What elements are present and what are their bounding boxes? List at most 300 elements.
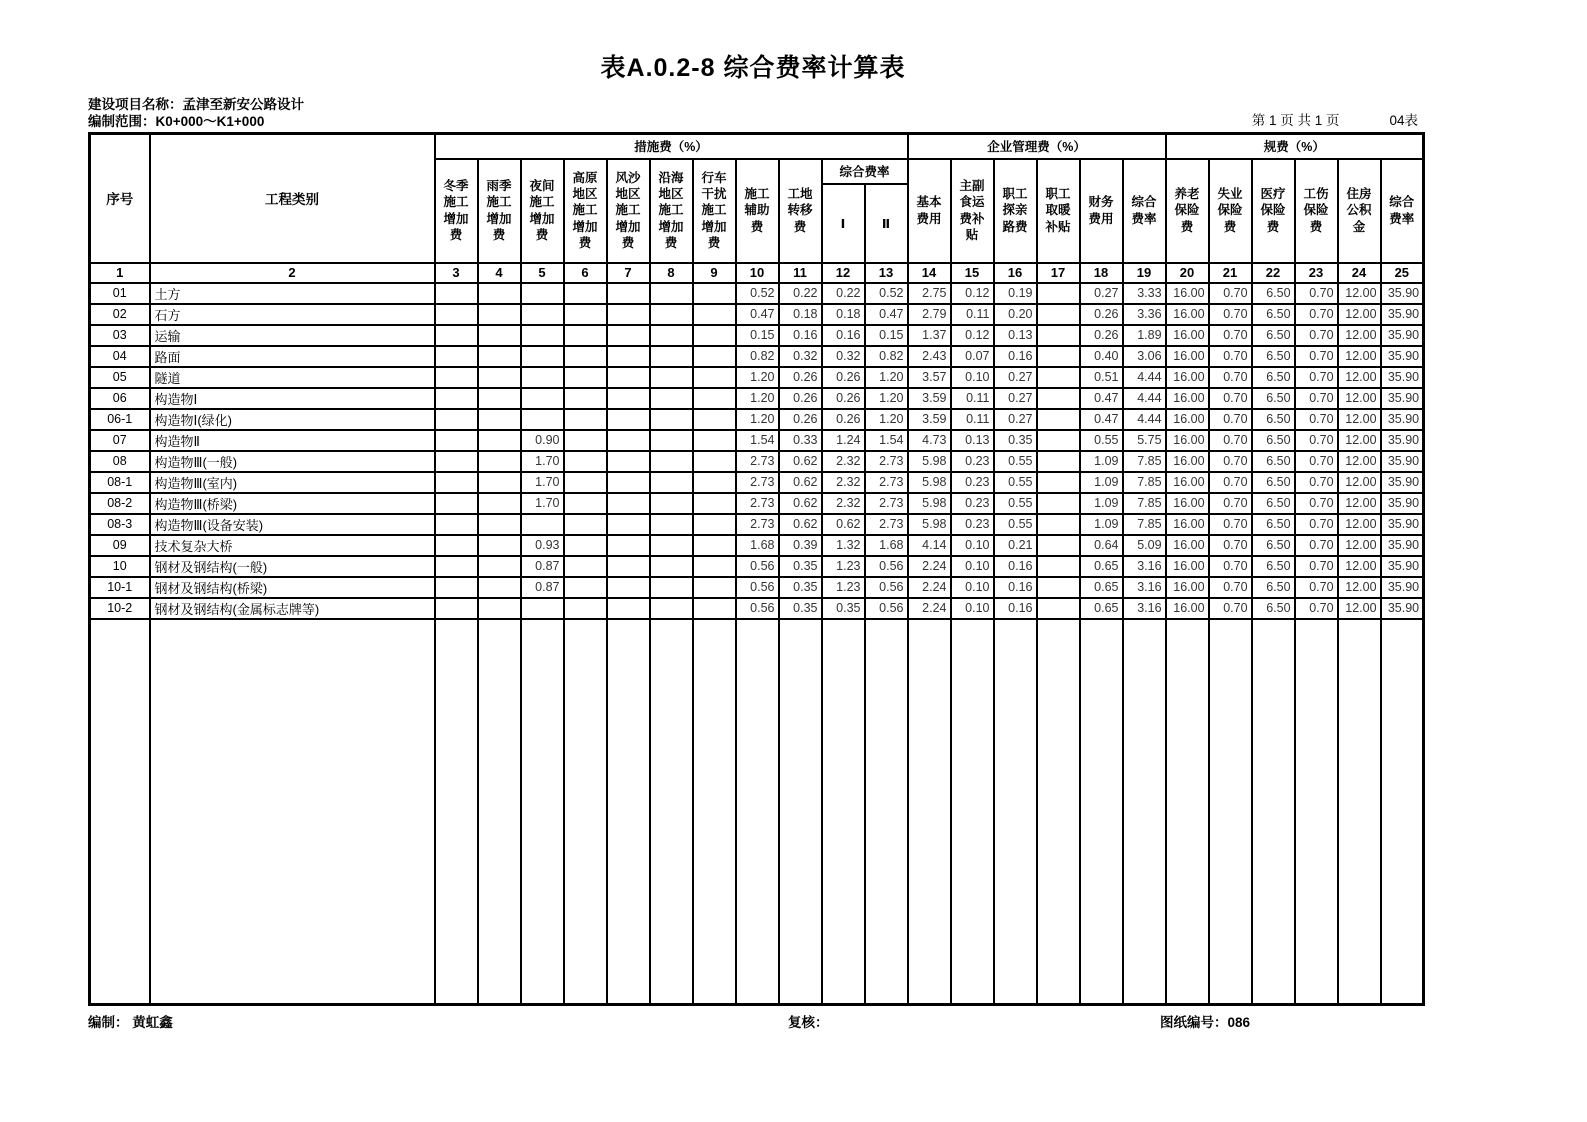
value-cell: 1.20 [736, 367, 779, 388]
value-cell: 0.52 [865, 283, 908, 304]
row-number-cell: 08-2 [90, 493, 150, 514]
table-row [90, 304, 1424, 325]
column-number-cell: 20 [1166, 263, 1209, 283]
value-cell [435, 472, 478, 493]
header-finance-cost: 财务费用 [1080, 159, 1123, 263]
row-number-cell: 05 [90, 367, 150, 388]
value-cell: 0.87 [521, 556, 564, 577]
value-cell [607, 325, 650, 346]
value-cell: 0.70 [1295, 514, 1338, 535]
value-cell: 0.18 [822, 304, 865, 325]
value-cell: 2.75 [908, 283, 951, 304]
group-header-row [90, 134, 1424, 159]
value-cell [478, 535, 521, 556]
value-cell: 1.20 [865, 388, 908, 409]
value-cell: 0.56 [865, 556, 908, 577]
work-category-cell: 构造物Ⅱ [150, 430, 435, 451]
value-cell: 2.73 [865, 514, 908, 535]
value-cell: 5.98 [908, 472, 951, 493]
column-number-cell: 23 [1295, 263, 1338, 283]
value-cell [1037, 451, 1080, 472]
value-cell [521, 304, 564, 325]
value-cell [693, 472, 736, 493]
column-number-cell: 6 [564, 263, 607, 283]
value-cell: 16.00 [1166, 514, 1209, 535]
table-row [90, 388, 1424, 409]
value-cell [521, 388, 564, 409]
header-windsand-surcharge: 风沙地区施工增加费 [607, 159, 650, 263]
value-cell [693, 514, 736, 535]
value-cell: 0.27 [994, 409, 1037, 430]
value-cell [478, 556, 521, 577]
col-header-category: 工程类别 [150, 134, 435, 263]
value-cell: 1.20 [736, 409, 779, 430]
empty-cell [736, 619, 779, 1005]
value-cell [650, 346, 693, 367]
value-cell: 0.64 [1080, 535, 1123, 556]
value-cell [478, 514, 521, 535]
value-cell: 7.85 [1123, 451, 1166, 472]
value-cell: 6.50 [1252, 577, 1295, 598]
value-cell: 0.56 [865, 598, 908, 619]
column-number-cell: 13 [865, 263, 908, 283]
value-cell: 5.09 [1123, 535, 1166, 556]
header-winter-surcharge: 冬季施工增加费 [435, 159, 478, 263]
work-category-cell: 构造物Ⅲ(桥梁) [150, 493, 435, 514]
value-cell [607, 577, 650, 598]
value-cell: 0.35 [994, 430, 1037, 451]
value-cell: 0.23 [951, 514, 994, 535]
value-cell [607, 556, 650, 577]
value-cell [693, 409, 736, 430]
value-cell [521, 598, 564, 619]
meta-left [88, 96, 1418, 130]
value-cell: 0.47 [736, 304, 779, 325]
table-row [90, 409, 1424, 430]
value-cell [650, 409, 693, 430]
value-cell: 0.62 [822, 514, 865, 535]
value-cell: 0.26 [1080, 325, 1123, 346]
value-cell [693, 451, 736, 472]
value-cell [478, 472, 521, 493]
row-number-cell: 10 [90, 556, 150, 577]
value-cell [1037, 430, 1080, 451]
value-cell: 0.11 [951, 409, 994, 430]
value-cell: 0.70 [1295, 577, 1338, 598]
header-coastal-surcharge: 沿海地区施工增加费 [650, 159, 693, 263]
value-cell: 35.90 [1381, 535, 1424, 556]
value-cell [650, 283, 693, 304]
value-cell [478, 430, 521, 451]
column-number-cell: 16 [994, 263, 1037, 283]
value-cell: 0.32 [779, 346, 822, 367]
value-cell: 1.24 [822, 430, 865, 451]
value-cell [435, 556, 478, 577]
value-cell: 0.35 [779, 556, 822, 577]
header-pension-insurance: 养老保险费 [1166, 159, 1209, 263]
value-cell: 0.27 [1080, 283, 1123, 304]
column-number-cell: 21 [1209, 263, 1252, 283]
work-category-cell: 隧道 [150, 367, 435, 388]
value-cell: 12.00 [1338, 304, 1381, 325]
value-cell [478, 493, 521, 514]
value-cell [607, 514, 650, 535]
value-cell [607, 409, 650, 430]
empty-cell [693, 619, 736, 1005]
value-cell: 0.35 [779, 598, 822, 619]
value-cell: 0.70 [1209, 430, 1252, 451]
value-cell: 0.16 [779, 325, 822, 346]
row-number-cell: 03 [90, 325, 150, 346]
row-number-cell: 08-1 [90, 472, 150, 493]
value-cell: 2.24 [908, 577, 951, 598]
value-cell: 4.44 [1123, 388, 1166, 409]
value-cell [693, 556, 736, 577]
value-cell [564, 409, 607, 430]
col-header-seq: 序号 [90, 134, 150, 263]
value-cell: 0.55 [994, 472, 1037, 493]
value-cell: 12.00 [1338, 430, 1381, 451]
empty-cell [908, 619, 951, 1005]
value-cell: 6.50 [1252, 346, 1295, 367]
value-cell [435, 304, 478, 325]
value-cell: 0.82 [865, 346, 908, 367]
value-cell [693, 598, 736, 619]
page-indicator: 第 1 页 共 1 页 [1251, 113, 1340, 128]
row-number-cell: 06-1 [90, 409, 150, 430]
column-number-cell: 2 [150, 263, 435, 283]
value-cell [1037, 493, 1080, 514]
value-cell [607, 304, 650, 325]
column-number-cell: 8 [650, 263, 693, 283]
value-cell: 2.79 [908, 304, 951, 325]
value-cell: 16.00 [1166, 577, 1209, 598]
value-cell: 2.32 [822, 493, 865, 514]
value-cell: 2.32 [822, 451, 865, 472]
value-cell: 35.90 [1381, 493, 1424, 514]
empty-cell [951, 619, 994, 1005]
value-cell [1037, 304, 1080, 325]
page-title: 表A.0.2-8 综合费率计算表 [600, 54, 906, 82]
value-cell: 4.44 [1123, 367, 1166, 388]
value-cell: 16.00 [1166, 346, 1209, 367]
header-medical-insurance: 医疗保险费 [1252, 159, 1295, 263]
value-cell: 35.90 [1381, 451, 1424, 472]
value-cell [650, 367, 693, 388]
value-cell: 0.33 [779, 430, 822, 451]
value-cell [478, 577, 521, 598]
value-cell: 3.06 [1123, 346, 1166, 367]
header-construction-auxiliary: 施工辅助费 [736, 159, 779, 263]
value-cell: 0.27 [994, 367, 1037, 388]
value-cell [521, 346, 564, 367]
value-cell: 6.50 [1252, 304, 1295, 325]
value-cell: 0.70 [1209, 367, 1252, 388]
value-cell: 0.56 [736, 598, 779, 619]
row-number-cell: 02 [90, 304, 150, 325]
header-composite-rate-group: 综合费率 [822, 159, 908, 184]
column-number-cell: 22 [1252, 263, 1295, 283]
value-cell: 0.16 [994, 556, 1037, 577]
column-number-cell: 19 [1123, 263, 1166, 283]
table-row [90, 346, 1424, 367]
header-heating-subsidy: 职工取暖补贴 [1037, 159, 1080, 263]
value-cell [650, 598, 693, 619]
row-number-cell: 06 [90, 388, 150, 409]
value-cell: 0.70 [1295, 493, 1338, 514]
value-cell [650, 451, 693, 472]
value-cell: 0.19 [994, 283, 1037, 304]
empty-cell [1123, 619, 1166, 1005]
value-cell [693, 577, 736, 598]
value-cell: 0.26 [779, 388, 822, 409]
value-cell: 2.73 [736, 451, 779, 472]
value-cell: 1.20 [736, 388, 779, 409]
value-cell [521, 367, 564, 388]
column-number-cell: 24 [1338, 263, 1381, 283]
value-cell: 0.26 [822, 409, 865, 430]
value-cell: 0.11 [951, 388, 994, 409]
column-number-cell: 25 [1381, 263, 1424, 283]
value-cell [1037, 409, 1080, 430]
work-category-cell: 石方 [150, 304, 435, 325]
value-cell [650, 430, 693, 451]
empty-cell [1252, 619, 1295, 1005]
value-cell: 0.21 [994, 535, 1037, 556]
comprehensive-rate-table [88, 132, 1425, 1006]
document-page [88, 48, 1418, 1033]
work-category-cell: 构造物Ⅲ(室内) [150, 472, 435, 493]
value-cell: 0.32 [822, 346, 865, 367]
group-enterprise-management-fee: 企业管理费（%） [908, 134, 1166, 159]
value-cell: 35.90 [1381, 514, 1424, 535]
value-cell: 35.90 [1381, 472, 1424, 493]
row-number-cell: 08 [90, 451, 150, 472]
value-cell: 12.00 [1338, 598, 1381, 619]
value-cell [607, 493, 650, 514]
value-cell [435, 283, 478, 304]
value-cell: 12.00 [1338, 388, 1381, 409]
value-cell: 0.70 [1209, 304, 1252, 325]
group-measures-fee: 措施费（%） [435, 134, 908, 159]
value-cell: 16.00 [1166, 598, 1209, 619]
value-cell: 0.22 [822, 283, 865, 304]
value-cell [521, 514, 564, 535]
value-cell: 16.00 [1166, 451, 1209, 472]
value-cell: 0.35 [779, 577, 822, 598]
value-cell [693, 493, 736, 514]
empty-cell [150, 619, 435, 1005]
column-number-cell: 3 [435, 263, 478, 283]
table-row [90, 472, 1424, 493]
table-row [90, 535, 1424, 556]
value-cell [478, 325, 521, 346]
value-cell: 0.70 [1209, 388, 1252, 409]
value-cell [1037, 556, 1080, 577]
value-cell: 0.70 [1295, 409, 1338, 430]
value-cell: 3.16 [1123, 577, 1166, 598]
value-cell [650, 577, 693, 598]
value-cell [564, 556, 607, 577]
row-number-cell: 04 [90, 346, 150, 367]
value-cell: 0.93 [521, 535, 564, 556]
compiler-label: 编制： 黄虹鑫 [88, 1015, 173, 1030]
value-cell: 0.07 [951, 346, 994, 367]
table-row [90, 325, 1424, 346]
column-number-cell: 11 [779, 263, 822, 283]
value-cell: 0.70 [1295, 283, 1338, 304]
column-number-cell: 10 [736, 263, 779, 283]
empty-cell [994, 619, 1037, 1005]
work-category-cell: 运输 [150, 325, 435, 346]
value-cell: 12.00 [1338, 451, 1381, 472]
value-cell: 0.62 [779, 514, 822, 535]
empty-cell [822, 619, 865, 1005]
value-cell [1037, 388, 1080, 409]
header-housing-fund: 住房公积金 [1338, 159, 1381, 263]
value-cell [607, 598, 650, 619]
value-cell: 1.70 [521, 493, 564, 514]
value-cell: 0.16 [994, 346, 1037, 367]
header-injury-insurance: 工伤保险费 [1295, 159, 1338, 263]
value-cell: 0.70 [1295, 598, 1338, 619]
value-cell: 1.70 [521, 472, 564, 493]
work-category-cell: 构造物Ⅲ(一般) [150, 451, 435, 472]
value-cell: 0.23 [951, 472, 994, 493]
value-cell [564, 304, 607, 325]
value-cell [693, 283, 736, 304]
header-traffic-interference-surcharge: 行车干扰施工增加费 [693, 159, 736, 263]
work-category-cell: 路面 [150, 346, 435, 367]
work-category-cell: 构造物Ⅰ(绿化) [150, 409, 435, 430]
column-number-cell: 7 [607, 263, 650, 283]
column-number-cell: 18 [1080, 263, 1123, 283]
value-cell [1037, 367, 1080, 388]
header-plateau-surcharge: 高原地区施工增加费 [564, 159, 607, 263]
value-cell: 0.47 [1080, 409, 1123, 430]
value-cell: 0.70 [1295, 304, 1338, 325]
value-cell [564, 388, 607, 409]
value-cell: 0.26 [822, 388, 865, 409]
value-cell: 1.68 [865, 535, 908, 556]
value-cell: 2.24 [908, 556, 951, 577]
header-rate-I: Ⅰ [822, 184, 865, 263]
column-number-cell: 12 [822, 263, 865, 283]
value-cell: 0.70 [1295, 388, 1338, 409]
value-cell: 2.32 [822, 472, 865, 493]
empty-cell [435, 619, 478, 1005]
value-cell [693, 388, 736, 409]
value-cell: 0.26 [1080, 304, 1123, 325]
table-row [90, 577, 1424, 598]
value-cell [693, 430, 736, 451]
value-cell [435, 325, 478, 346]
value-cell: 1.32 [822, 535, 865, 556]
value-cell: 0.12 [951, 325, 994, 346]
value-cell: 0.18 [779, 304, 822, 325]
value-cell: 0.22 [779, 283, 822, 304]
value-cell: 0.70 [1209, 325, 1252, 346]
empty-cell [1381, 619, 1424, 1005]
value-cell: 0.70 [1209, 577, 1252, 598]
reviewer-label: 复核： [788, 1015, 829, 1030]
work-category-cell: 钢材及钢结构(金属标志牌等) [150, 598, 435, 619]
header-fees-composite-rate: 综合费率 [1381, 159, 1424, 263]
value-cell: 5.98 [908, 514, 951, 535]
value-cell: 12.00 [1338, 472, 1381, 493]
value-cell: 0.20 [994, 304, 1037, 325]
value-cell: 35.90 [1381, 388, 1424, 409]
row-number-cell: 10-2 [90, 598, 150, 619]
value-cell: 0.26 [822, 367, 865, 388]
value-cell [607, 388, 650, 409]
value-cell: 7.85 [1123, 514, 1166, 535]
value-cell: 2.73 [865, 493, 908, 514]
row-number-cell: 01 [90, 283, 150, 304]
value-cell [1037, 283, 1080, 304]
value-cell: 0.70 [1209, 472, 1252, 493]
value-cell [564, 367, 607, 388]
value-cell [1037, 535, 1080, 556]
table-row [90, 367, 1424, 388]
value-cell [478, 598, 521, 619]
value-cell [478, 367, 521, 388]
value-cell: 0.70 [1295, 535, 1338, 556]
value-cell [693, 346, 736, 367]
value-cell [607, 535, 650, 556]
work-category-cell: 技术复杂大桥 [150, 535, 435, 556]
value-cell: 0.56 [736, 556, 779, 577]
value-cell: 0.70 [1209, 514, 1252, 535]
value-cell: 2.73 [736, 514, 779, 535]
value-cell: 12.00 [1338, 367, 1381, 388]
empty-cell [478, 619, 521, 1005]
value-cell: 1.70 [521, 451, 564, 472]
value-cell: 0.56 [736, 577, 779, 598]
value-cell: 16.00 [1166, 283, 1209, 304]
value-cell: 35.90 [1381, 346, 1424, 367]
value-cell: 4.73 [908, 430, 951, 451]
value-cell: 16.00 [1166, 325, 1209, 346]
scope-label: 编制范围：K0+000～K1+000 [88, 114, 265, 129]
empty-cell [1080, 619, 1123, 1005]
value-cell [435, 493, 478, 514]
row-number-cell: 10-1 [90, 577, 150, 598]
value-cell [607, 430, 650, 451]
value-cell: 16.00 [1166, 367, 1209, 388]
empty-cell [1037, 619, 1080, 1005]
value-cell: 0.55 [994, 493, 1037, 514]
value-cell: 0.70 [1295, 325, 1338, 346]
column-number-cell: 14 [908, 263, 951, 283]
value-cell: 3.57 [908, 367, 951, 388]
column-number-cell: 1 [90, 263, 150, 283]
value-cell: 0.55 [994, 514, 1037, 535]
footer [88, 1011, 1418, 1033]
value-cell [693, 367, 736, 388]
value-cell [564, 577, 607, 598]
value-cell: 2.24 [908, 598, 951, 619]
value-cell [521, 409, 564, 430]
value-cell: 2.73 [736, 493, 779, 514]
table-row [90, 451, 1424, 472]
value-cell: 0.26 [779, 409, 822, 430]
value-cell: 0.15 [736, 325, 779, 346]
value-cell: 6.50 [1252, 451, 1295, 472]
column-number-cell: 4 [478, 263, 521, 283]
group-statutory-fees: 规费（%） [1166, 134, 1424, 159]
empty-cell [650, 619, 693, 1005]
